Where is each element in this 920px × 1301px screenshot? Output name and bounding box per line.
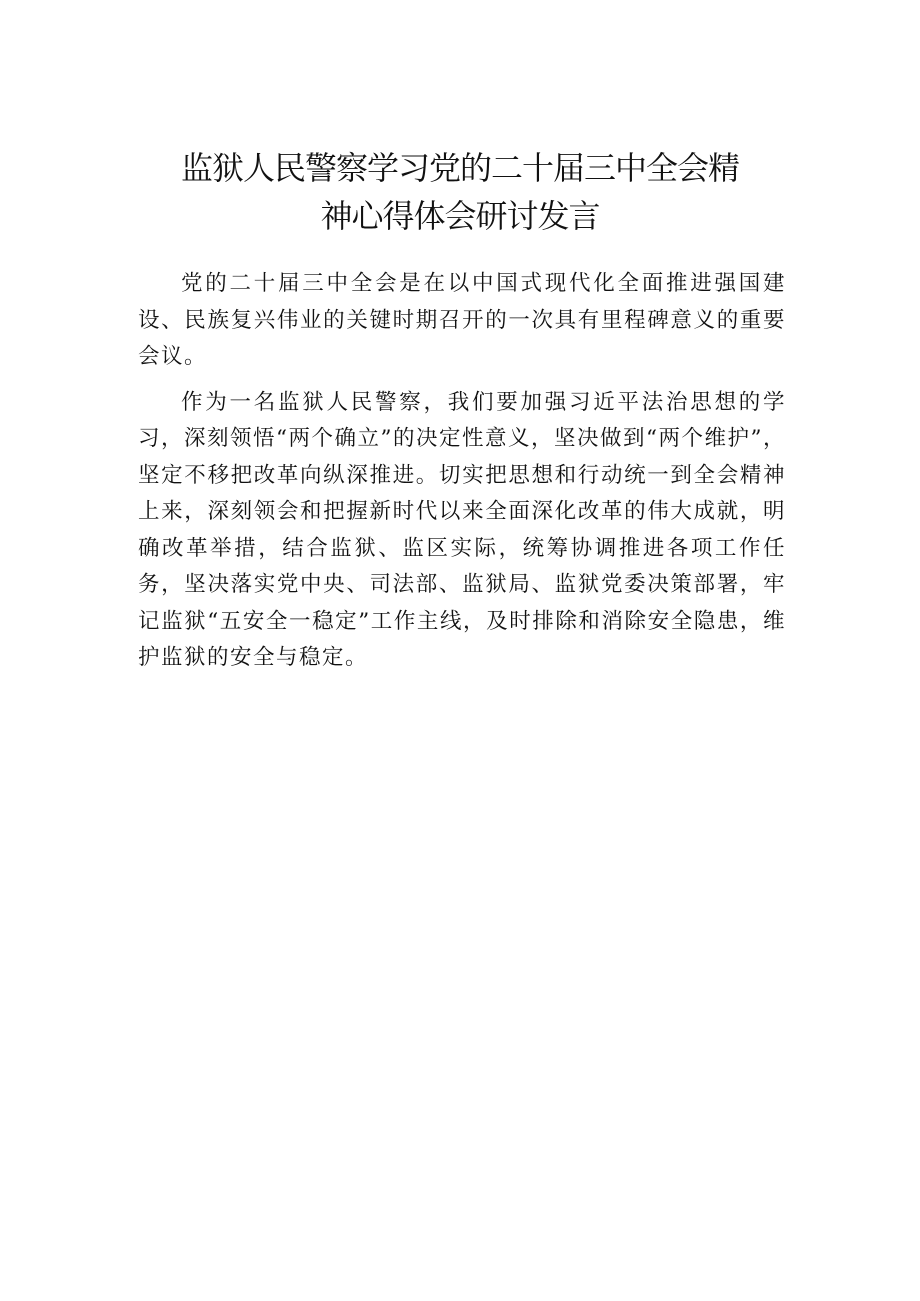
title-line-2: 神心得体会研讨发言 (320, 197, 600, 235)
paragraph-2: 作为一名监狱人民警察，我们要加强习近平法治思想的学习，深刻领悟“两个确立”的决定性意义，坚决做到“两个维护”，坚定不移把改革向纵深推进。切实把思想和行动统一到全会精神上来，深刻领会和把握新时代以来全面深化改革的伟大成就，明确改革举措，结合监狱、监区实际，统筹协调推进各项工作任务，坚决落实党中央、司法部、监狱局、监狱党委决策部署，牢记监狱“五安全一稳定”工作主线，及时排除和消除安全隐患，维护监狱的安全与稳定。 (138, 389, 786, 670)
paragraph-1: 党的二十届三中全会是在以中国式现代化全面推进强国建设、民族复兴伟业的关键时期召开的一次具有里程碑意义的重要会议。 (138, 271, 786, 369)
document-title (120, 144, 800, 240)
document-body (138, 266, 786, 686)
title-line-1: 监狱人民警察学习党的二十届三中全会精 (180, 149, 739, 187)
